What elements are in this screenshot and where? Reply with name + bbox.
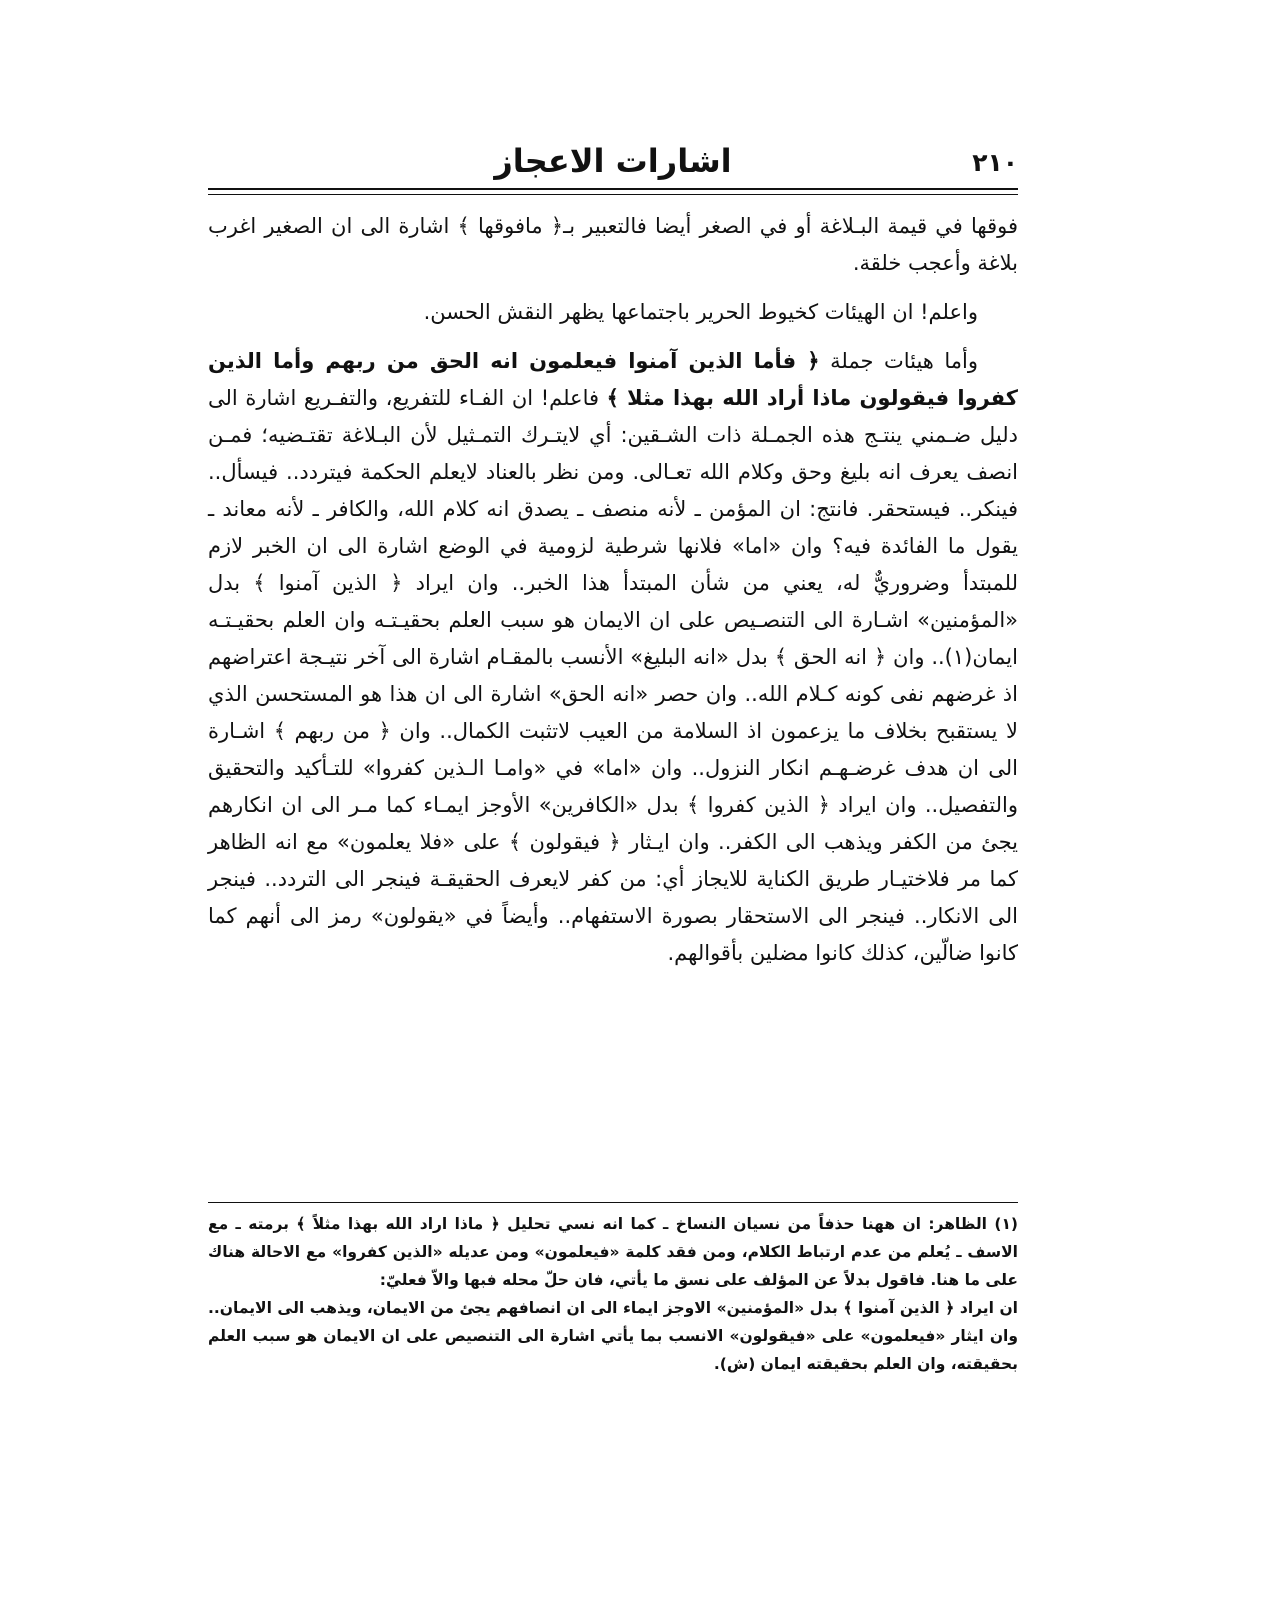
footnotes xyxy=(208,1210,1018,1378)
header-rule xyxy=(208,188,1018,190)
page-number: ٢١٠ xyxy=(972,148,1018,177)
paragraph-1: فوقها في قيمة البـلاغة أو في الصغر أيضا فالتعبير بـ﴿ مافوقها ﴾ اشارة الى ان الصغير اغرب بلاغة وأعجب خلقة. xyxy=(208,214,1018,275)
running-title: اشارات الاعجاز xyxy=(494,142,732,180)
quran-verse: ﴿ فأما الذين آمنوا فيعلمون انه الحق من ربهم وأما الذين كفروا فيقولون ماذا أراد الله بهذا مثلا ﴾ xyxy=(208,349,1018,410)
footnote-rule xyxy=(208,1202,1018,1203)
paragraph-3-body: فاعلم! ان الفـاء للتفريع، والتفـريع اشارة الى دليل ضـمني ينتـج هذه الجمـلة ذات الشـقين: أي لايتـرك التمـثيل لأن البـلاغة تقتـضيه؛ فمـن انصف يعرف انه بليغ وحق وكلام الله تعـالى. ومن نظر بالعناد لايعلم الحكمة فيتردد.. فيسأل.. فينكر.. فيستحقر. فانتج: ان المؤمن ـ لأنه منصف ـ يصدق انه كلام الله، والكافر ـ لأنه معاند ـ يقول ما الفائدة فيه؟ وان «اما» فلانها شرطية لزومية في الوضع اشارة الى ان الخبر لازم للمبتدأ وضروريٌّ له، يعني من شأن المبتدأ هذا الخبر.. وان ايراد ﴿ الذين آمنوا ﴾ بدل «المؤمنين» اشـارة الى التنصـيص على ان الايمان هو سبب العلم بحقيـتـه وان العلم بحقيـتـه ايمان(١).. وان ﴿ انه الحق ﴾ بدل «انه البليغ» الأنسب بالمقـام اشارة الى آخر نتيـجة اعتراضهم اذ غرضهم نفى كونه كـلام الله.. وان حصر «انه الحق» اشارة الى ان هذا هو المستحسن الذي لا يستقبح بخلاف ما يزعمون اذ السلامة من العيب لاتثبت الكمال.. وان ﴿ من ربهم ﴾ اشـارة الى ان هدف غرضـهـم انكار النزول.. وان «اما» في «وامـا الـذين كفروا» للتـأكيد والتحقيق والتفصيل.. وان ايراد ﴿ الذين كفروا ﴾ بدل «الكافرين» الأوجز ايمـاء كما مـر الى ان انكارهم يجئ من الكفر ويذهب الى الكفر.. وان ايـثار ﴿ فيقولون ﴾ على «فلا يعلمون» مع انه الظاهر كما مر فلاختيـار طريق الكناية للايجاز أي: من كفر لايعرف الحقيقـة فينجر الى التردد.. فينجر الى الانكار.. فينجر الى الاستحقار بصورة الاستفهام.. وأيضاً في «يقولون» رمز الى أنهم كما كانوا ضالّين، كذلك كانوا مضلين بأقوالهم. xyxy=(208,386,1018,965)
footnote-1-continued: ان ايراد ﴿ الذين آمنوا ﴾ بدل «المؤمنين» الاوجز ايماء الى ان انصافهم يجئ من الايمان، ويذهب الى الايمان.. وان ايثار «فيعلمون» على «فيقولون» الانسب بما يأتي اشارة الى التنصيص على ان الايمان هو سبب العلم بحقيقته، وان العلم بحقيقته ايمان (ش). xyxy=(208,1299,1018,1373)
footnote-1: (١) الظاهر: ان ههنا حذفاً من نسيان النساخ ـ كما انه نسي تحليل ﴿ ماذا اراد الله بهذا مثلاً ﴾ برمته ـ مع الاسف ـ يُعلم من عدم ارتباط الكلام، ومن فقد كلمة «فيعلمون» ومن عديله «الذين كفروا» مع الاحالة هناك على ما هنا. فاقول بدلاً عن المؤلف على نسق ما يأتي، فان حلّ محله فبها والاّ فعليّ: xyxy=(208,1215,1018,1289)
page-header xyxy=(208,142,1018,186)
paragraph-2: واعلم! ان الهيئات كخيوط الحرير باجتماعها يظهر النقش الحسن. xyxy=(423,300,978,324)
paragraph-3-lead: وأما هيئات جملة xyxy=(819,349,978,373)
main-text xyxy=(208,208,1018,972)
header-rule-thin xyxy=(208,194,1018,195)
paragraph-3 xyxy=(208,343,1018,972)
